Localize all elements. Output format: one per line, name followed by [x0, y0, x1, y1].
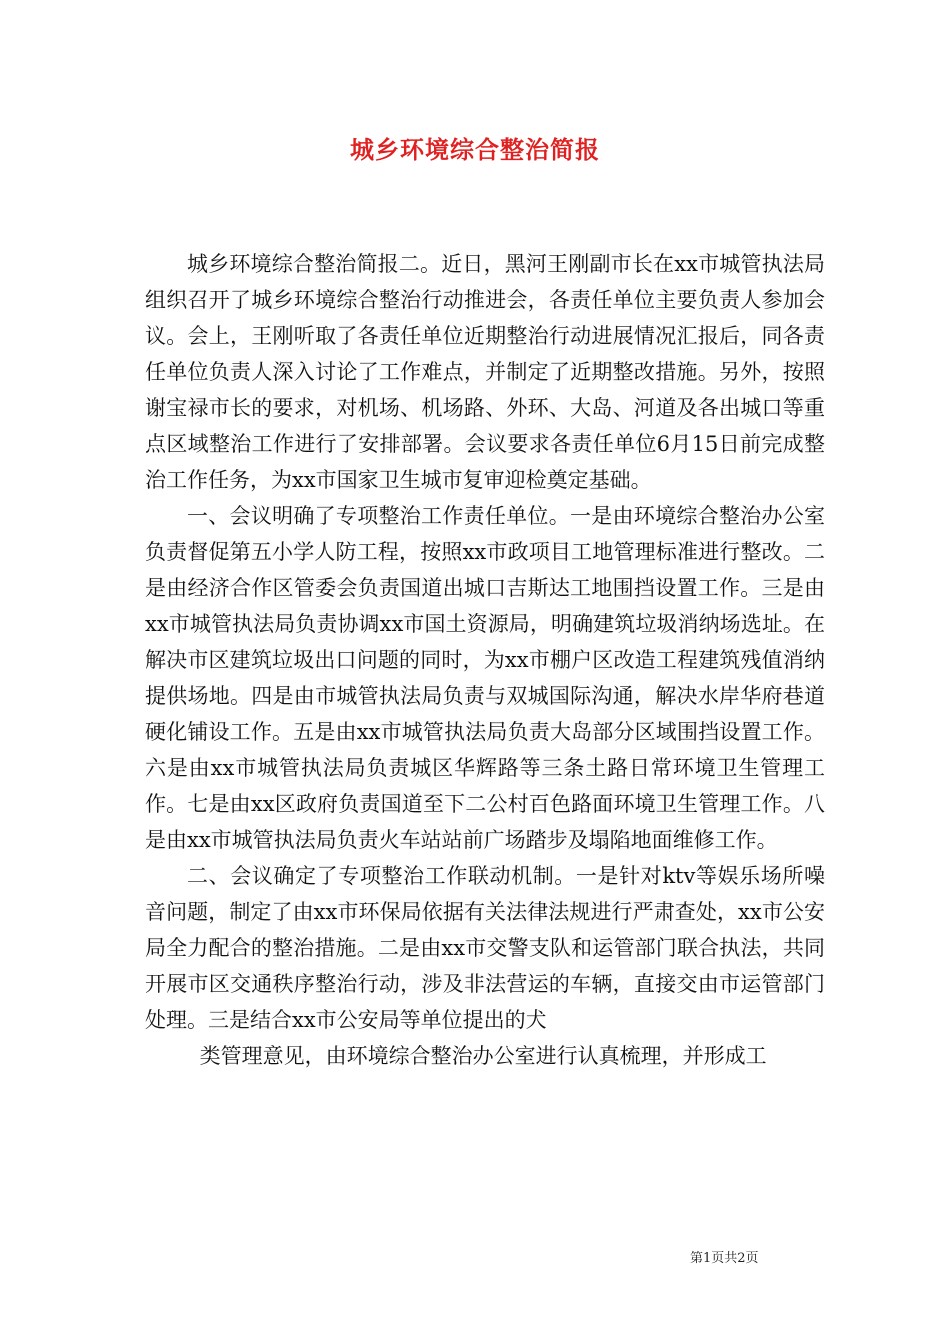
document-body — [145, 246, 825, 1074]
paragraph-linkage-mechanism: 二、会议确定了专项整治工作联动机制。一是针对ktv等娱乐场所噪音问题，制定了由xx市环保局依据有关法律法规进行严肃查处，xx市公安局全力配合的整治措施。二是由xx市交警支队和运管部门联合执法，共同开展市区交通秩序整治行动，涉及非法营运的车辆，直接交由市运管部门处理。三是结合xx市公安局等单位提出的犬 — [145, 864, 825, 1032]
paragraph-intro: 城乡环境综合整治简报二。近日，黑河王刚副市长在xx市城管执法局组织召开了城乡环境综合整治行动推进会，各责任单位主要负责人参加会议。会上，王刚听取了各责任单位近期整治行动进展情况汇报后，同各责任单位负责人深入讨论了工作难点，并制定了近期整改措施。另外，按照谢宝禄市长的要求，对机场、机场路、外环、大岛、河道及各出城口等重点区域整治工作进行了安排部署。会议要求各责任单位6月15日前完成整治工作任务，为xx市国家卫生城市复审迎检奠定基础。 — [145, 252, 825, 492]
page-number: 第1页共2页 — [690, 1251, 759, 1266]
document-title: 城乡环境综合整治简报 — [350, 135, 600, 164]
paragraph-continuation: 类管理意见，由环境综合整治办公室进行认真梳理，并形成工 — [199, 1044, 767, 1068]
paragraph-responsibility-units: 一、会议明确了专项整治工作责任单位。一是由环境综合整治办公室负责督促第五小学人防工程，按照xx市政项目工地管理标准进行整改。二是由经济合作区管委会负责国道出城口吉斯达工地围挡设置工作。三是由xx市城管执法局负责协调xx市国土资源局，明确建筑垃圾消纳场选址。在解决市区建筑垃圾出口问题的同时，为xx市棚户区改造工程建筑残值消纳提供场地。四是由市城管执法局负责与双城国际沟通，解决水岸华府巷道硬化铺设工作。五是由xx市城管执法局负责大岛部分区域围挡设置工作。六是由xx市城管执法局负责城区华辉路等三条土路日常环境卫生管理工作。七是由xx区政府负责国道至下二公村百色路面环境卫生管理工作。八是由xx市城管执法局负责火车站站前广场踏步及塌陷地面维修工作。 — [145, 504, 825, 852]
